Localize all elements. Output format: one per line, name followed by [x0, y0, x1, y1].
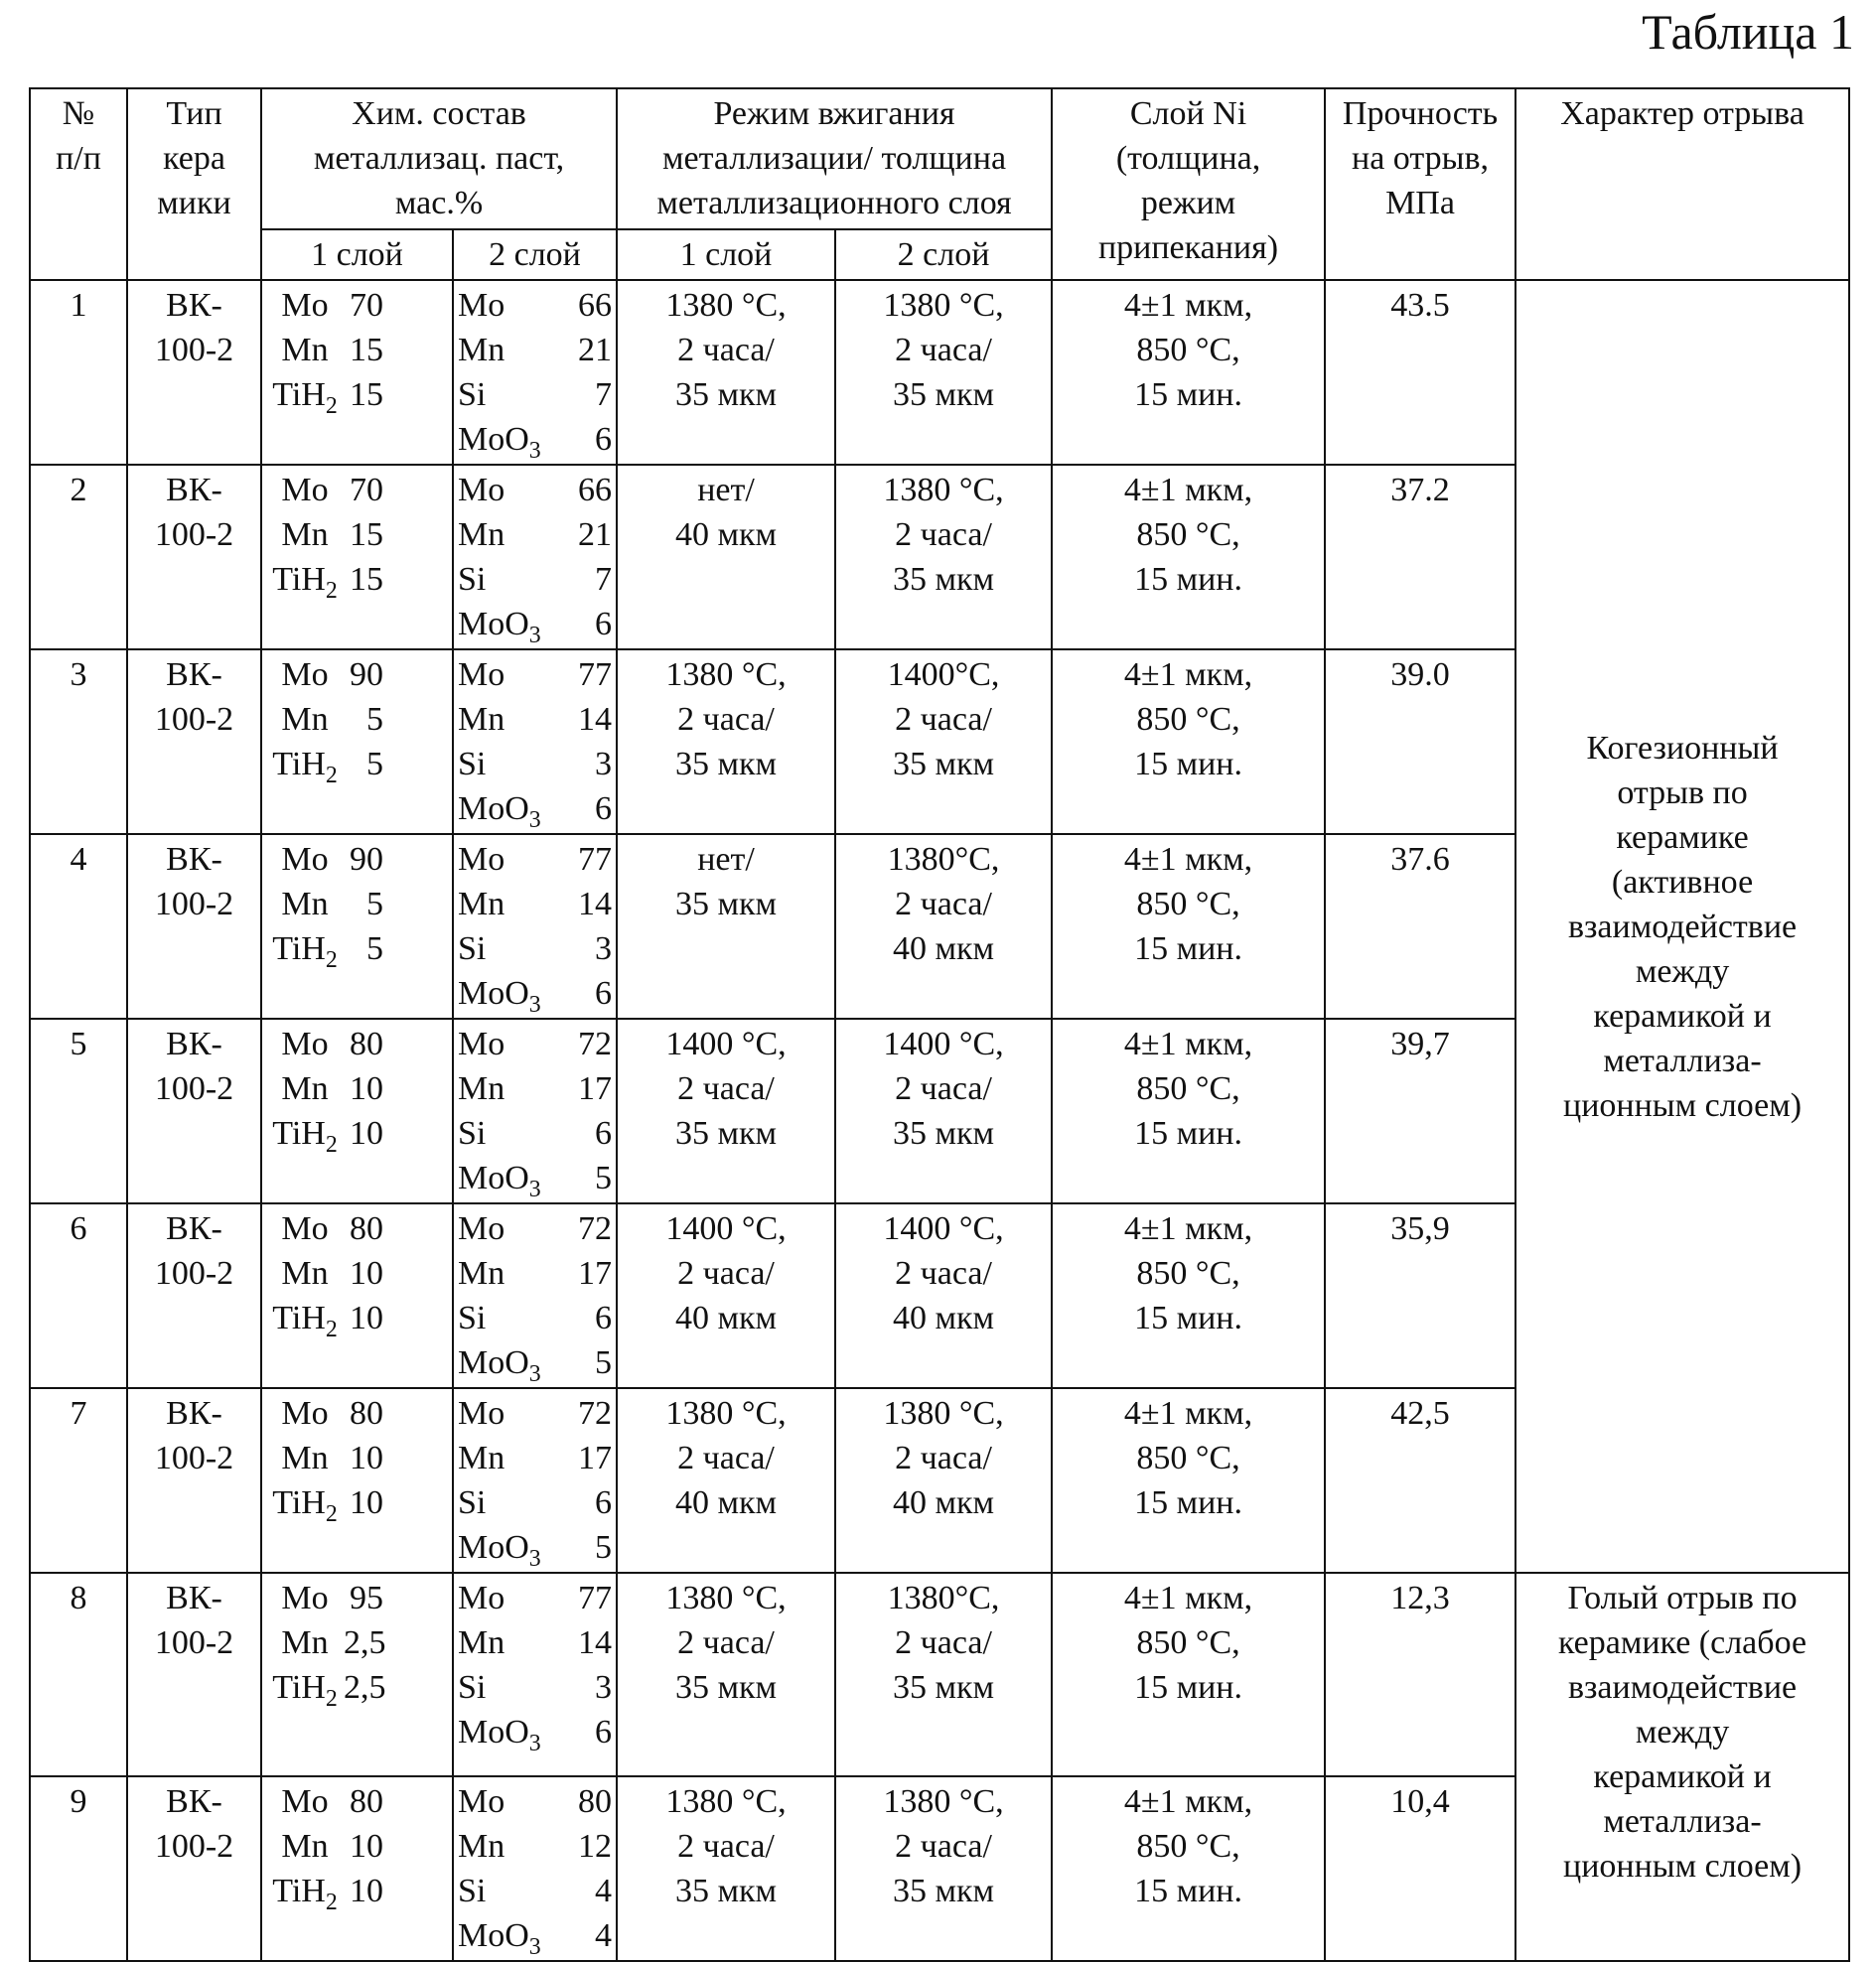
element-symbol: TiH$_2$: [272, 746, 338, 788]
firing-layer1: 1380 °C, 2 часа/ 40 мкм: [617, 1388, 835, 1573]
component-line: [266, 742, 448, 786]
element-symbol: Si: [458, 1873, 487, 1909]
firing-layer2: 1400 °C, 2 часа/ 35 мкм: [835, 1019, 1052, 1203]
component-line: [266, 1779, 448, 1824]
firing-layer2: 1380 °C, 2 часа/ 35 мкм: [835, 280, 1052, 465]
results-table: [29, 87, 1850, 1962]
element-symbol: Mo: [458, 1026, 505, 1062]
element-symbol: TiH$_2$: [272, 1115, 338, 1158]
mass-percent: 10: [350, 1115, 383, 1152]
failure-type-cohesive: Когезионный отрыв по керамике (активное взаимодействие между керамикой и металлиза- ционным слоем): [1515, 280, 1849, 1573]
strength-value: 43.5: [1325, 280, 1515, 465]
element-symbol: Mo: [458, 1580, 505, 1616]
element-symbol: Mo: [458, 656, 505, 693]
element-symbol: Si: [458, 930, 487, 967]
component-line: [458, 1620, 612, 1665]
component-line: [266, 652, 448, 697]
mass-percent: 5: [595, 1344, 613, 1381]
element-symbol: TiH$_2$: [272, 1300, 338, 1342]
component-line: [266, 1869, 448, 1913]
failure-type-bare: Голый отрыв по керамике (слабое взаимодействие между керамикой и металлиза- ционным слоем): [1515, 1573, 1849, 1961]
mass-percent: 90: [350, 841, 383, 878]
mass-percent: 17: [578, 1070, 613, 1107]
element-symbol: Mo: [458, 472, 505, 508]
element-symbol: MoO$_3$: [458, 1160, 541, 1202]
component-line: [458, 971, 612, 1016]
mass-percent: 80: [350, 1783, 383, 1820]
table-row: [30, 1573, 1849, 1776]
component-line: [266, 1824, 448, 1869]
mass-percent: 15: [350, 561, 383, 598]
composition-layer2: [453, 834, 617, 1019]
mass-percent: 80: [350, 1395, 383, 1432]
mass-percent: 6: [595, 1714, 613, 1751]
firing-layer2: 1380 °C, 2 часа/ 35 мкм: [835, 1776, 1052, 1961]
mass-percent: 3: [595, 1669, 613, 1706]
mass-percent: 17: [578, 1255, 613, 1292]
element-symbol: Mo: [281, 1580, 329, 1616]
table-caption: Таблица 1: [1642, 4, 1854, 60]
element-symbol: Mn: [458, 1070, 505, 1107]
ni-layer: 4±1 мкм, 850 °C, 15 мин.: [1052, 465, 1325, 649]
component-line: [266, 837, 448, 882]
component-line: [266, 882, 448, 926]
composition-layer1: [261, 280, 453, 465]
component-line: [458, 328, 612, 372]
component-line: [458, 557, 612, 602]
component-line: [458, 283, 612, 328]
ceramic-type: ВК- 100-2: [127, 834, 261, 1019]
element-symbol: Mo: [281, 1210, 329, 1247]
strength-value: 42,5: [1325, 1388, 1515, 1573]
ceramic-type: ВК- 100-2: [127, 1388, 261, 1573]
element-symbol: Si: [458, 1484, 487, 1521]
composition-layer1: [261, 1203, 453, 1388]
mass-percent: 10: [350, 1300, 383, 1336]
element-symbol: Mn: [281, 516, 329, 553]
mass-percent: 15: [350, 376, 383, 413]
element-symbol: Mo: [281, 1783, 329, 1820]
firing-layer1: нет/ 40 мкм: [617, 465, 835, 649]
composition-layer2: [453, 1776, 617, 1961]
mass-percent: 6: [595, 975, 613, 1012]
element-symbol: MoO$_3$: [458, 1344, 541, 1387]
component-line: [458, 417, 612, 462]
row-number: 8: [30, 1573, 127, 1776]
mass-percent: 5: [366, 886, 383, 922]
element-symbol: TiH$_2$: [272, 1873, 338, 1915]
component-line: [458, 1525, 612, 1570]
mass-percent: 14: [578, 1624, 613, 1661]
ni-layer: 4±1 мкм, 850 °C, 15 мин.: [1052, 834, 1325, 1019]
element-symbol: Mn: [281, 332, 329, 368]
ni-layer: 4±1 мкм, 850 °C, 15 мин.: [1052, 649, 1325, 834]
component-line: [458, 742, 612, 786]
row-number: 1: [30, 280, 127, 465]
element-symbol: Si: [458, 1300, 487, 1336]
element-symbol: Si: [458, 1669, 487, 1706]
component-line: [458, 1480, 612, 1525]
component-line: [266, 1436, 448, 1480]
element-symbol: MoO$_3$: [458, 790, 541, 833]
row-number: 9: [30, 1776, 127, 1961]
firing-layer1: 1400 °C, 2 часа/ 40 мкм: [617, 1203, 835, 1388]
header-failure: Характер отрыва: [1515, 88, 1849, 280]
component-line: [458, 1206, 612, 1251]
component-line: [458, 1824, 612, 1869]
element-symbol: Si: [458, 561, 487, 598]
component-line: [458, 1665, 612, 1710]
ni-layer: 4±1 мкм, 850 °C, 15 мин.: [1052, 1776, 1325, 1961]
mass-percent: 10: [350, 1828, 383, 1865]
mass-percent: 6: [595, 421, 613, 458]
composition-layer2: [453, 649, 617, 834]
ceramic-type: ВК- 100-2: [127, 1203, 261, 1388]
element-symbol: Mo: [281, 1026, 329, 1062]
component-line: [458, 1066, 612, 1111]
element-symbol: Mn: [458, 1440, 505, 1476]
element-symbol: MoO$_3$: [458, 975, 541, 1018]
component-line: [266, 328, 448, 372]
mass-percent: 2,5: [344, 1669, 386, 1706]
mass-percent: 10: [350, 1873, 383, 1909]
table-body: [30, 280, 1849, 1961]
element-symbol: TiH$_2$: [272, 930, 338, 973]
mass-percent: 72: [578, 1210, 613, 1247]
mass-percent: 77: [578, 1580, 613, 1616]
mass-percent: 80: [350, 1026, 383, 1062]
composition-layer2: [453, 1388, 617, 1573]
firing-layer2: 1380 °C, 2 часа/ 35 мкм: [835, 465, 1052, 649]
component-line: [266, 1251, 448, 1296]
composition-layer1: [261, 649, 453, 834]
ni-layer: 4±1 мкм, 850 °C, 15 мин.: [1052, 1203, 1325, 1388]
component-line: [458, 1779, 612, 1824]
element-symbol: Si: [458, 1115, 487, 1152]
element-symbol: TiH$_2$: [272, 1669, 338, 1712]
element-symbol: Mn: [281, 1440, 329, 1476]
component-line: [458, 786, 612, 831]
component-line: [266, 1206, 448, 1251]
element-symbol: Mn: [281, 701, 329, 738]
ceramic-type: ВК- 100-2: [127, 465, 261, 649]
component-line: [458, 602, 612, 646]
row-number: 3: [30, 649, 127, 834]
header-firing1: 1 слой: [617, 229, 835, 280]
element-symbol: Mo: [281, 656, 329, 693]
mass-percent: 90: [350, 656, 383, 693]
component-line: [458, 1869, 612, 1913]
header-strength: Прочность на отрыв, МПа: [1325, 88, 1515, 280]
ni-layer: 4±1 мкм, 850 °C, 15 мин.: [1052, 1573, 1325, 1776]
mass-percent: 14: [578, 886, 613, 922]
composition-layer1: [261, 834, 453, 1019]
element-symbol: Mo: [458, 287, 505, 324]
mass-percent: 66: [578, 287, 613, 324]
strength-value: 35,9: [1325, 1203, 1515, 1388]
mass-percent: 77: [578, 656, 613, 693]
mass-percent: 7: [595, 376, 613, 413]
firing-layer2: 1380 °C, 2 часа/ 40 мкм: [835, 1388, 1052, 1573]
component-line: [266, 283, 448, 328]
strength-value: 39.0: [1325, 649, 1515, 834]
component-line: [458, 1111, 612, 1156]
mass-percent: 6: [595, 1115, 613, 1152]
header-layer2: 2 слой: [453, 229, 617, 280]
component-line: [458, 1576, 612, 1620]
firing-layer2: 1400°C, 2 часа/ 35 мкм: [835, 649, 1052, 834]
mass-percent: 21: [578, 516, 613, 553]
ni-layer: 4±1 мкм, 850 °C, 15 мин.: [1052, 280, 1325, 465]
element-symbol: Mn: [458, 332, 505, 368]
component-line: [458, 1156, 612, 1200]
mass-percent: 70: [350, 287, 383, 324]
component-line: [458, 1022, 612, 1066]
component-line: [266, 1576, 448, 1620]
element-symbol: Mn: [281, 886, 329, 922]
element-symbol: TiH$_2$: [272, 1484, 338, 1527]
component-line: [266, 1066, 448, 1111]
element-symbol: Mn: [458, 1255, 505, 1292]
component-line: [266, 1665, 448, 1710]
composition-layer2: [453, 1019, 617, 1203]
composition-layer2: [453, 1203, 617, 1388]
composition-layer1: [261, 1019, 453, 1203]
element-symbol: Mo: [458, 1783, 505, 1820]
component-line: [266, 926, 448, 971]
mass-percent: 2,5: [344, 1624, 386, 1661]
mass-percent: 80: [350, 1210, 383, 1247]
firing-layer1: 1400 °C, 2 часа/ 35 мкм: [617, 1019, 835, 1203]
element-symbol: Si: [458, 376, 487, 413]
firing-layer2: 1380°C, 2 часа/ 35 мкм: [835, 1573, 1052, 1776]
mass-percent: 12: [578, 1828, 613, 1865]
mass-percent: 10: [350, 1070, 383, 1107]
element-symbol: Mn: [281, 1828, 329, 1865]
element-symbol: Mo: [458, 841, 505, 878]
component-line: [458, 1296, 612, 1340]
row-number: 6: [30, 1203, 127, 1388]
ceramic-type: ВК- 100-2: [127, 1573, 261, 1776]
mass-percent: 77: [578, 841, 613, 878]
mass-percent: 5: [595, 1160, 613, 1196]
header-num: № п/п: [30, 88, 127, 280]
element-symbol: Mo: [458, 1395, 505, 1432]
element-symbol: Mo: [281, 472, 329, 508]
composition-layer1: [261, 1388, 453, 1573]
component-line: [458, 512, 612, 557]
element-symbol: Mo: [281, 841, 329, 878]
row-number: 5: [30, 1019, 127, 1203]
component-line: [458, 1251, 612, 1296]
strength-value: 37.6: [1325, 834, 1515, 1019]
element-symbol: Mn: [281, 1070, 329, 1107]
table-row: [30, 280, 1849, 465]
mass-percent: 17: [578, 1440, 613, 1476]
component-line: [266, 557, 448, 602]
mass-percent: 5: [366, 746, 383, 782]
element-symbol: Mn: [281, 1255, 329, 1292]
header-row: [30, 88, 1849, 229]
mass-percent: 3: [595, 746, 613, 782]
composition-layer1: [261, 1573, 453, 1776]
component-line: [458, 1391, 612, 1436]
mass-percent: 10: [350, 1484, 383, 1521]
mass-percent: 21: [578, 332, 613, 368]
component-line: [458, 837, 612, 882]
component-line: [266, 1022, 448, 1066]
component-line: [458, 1436, 612, 1480]
mass-percent: 5: [595, 1529, 613, 1566]
element-symbol: MoO$_3$: [458, 1917, 541, 1960]
mass-percent: 10: [350, 1255, 383, 1292]
mass-percent: 6: [595, 1300, 613, 1336]
component-line: [266, 697, 448, 742]
firing-layer2: 1400 °C, 2 часа/ 40 мкм: [835, 1203, 1052, 1388]
header-firing2: 2 слой: [835, 229, 1052, 280]
mass-percent: 6: [595, 790, 613, 827]
component-line: [458, 1340, 612, 1385]
row-number: 2: [30, 465, 127, 649]
element-symbol: TiH$_2$: [272, 376, 338, 419]
component-line: [458, 468, 612, 512]
mass-percent: 6: [595, 606, 613, 642]
composition-layer2: [453, 1573, 617, 1776]
element-symbol: Mn: [458, 516, 505, 553]
strength-value: 10,4: [1325, 1776, 1515, 1961]
component-line: [458, 372, 612, 417]
element-symbol: Mo: [458, 1210, 505, 1247]
component-line: [266, 1111, 448, 1156]
composition-layer2: [453, 465, 617, 649]
mass-percent: 95: [350, 1580, 383, 1616]
element-symbol: Mn: [458, 886, 505, 922]
component-line: [266, 468, 448, 512]
component-line: [458, 697, 612, 742]
element-symbol: MoO$_3$: [458, 421, 541, 464]
row-number: 4: [30, 834, 127, 1019]
mass-percent: 7: [595, 561, 613, 598]
mass-percent: 4: [595, 1917, 613, 1954]
header-ceramic: Тип кера мики: [127, 88, 261, 280]
mass-percent: 5: [366, 930, 383, 967]
component-line: [266, 512, 448, 557]
component-line: [458, 1710, 612, 1754]
mass-percent: 15: [350, 332, 383, 368]
element-symbol: TiH$_2$: [272, 561, 338, 604]
header-composition: Хим. состав металлизац. паст, мас.%: [261, 88, 617, 229]
ceramic-type: ВК- 100-2: [127, 280, 261, 465]
element-symbol: MoO$_3$: [458, 1714, 541, 1756]
composition-layer1: [261, 1776, 453, 1961]
mass-percent: 72: [578, 1395, 613, 1432]
component-line: [266, 1296, 448, 1340]
component-line: [266, 1480, 448, 1525]
component-line: [458, 1913, 612, 1958]
firing-layer1: 1380 °C, 2 часа/ 35 мкм: [617, 649, 835, 834]
row-number: 7: [30, 1388, 127, 1573]
element-symbol: Mn: [281, 1624, 329, 1661]
element-symbol: Mo: [281, 287, 329, 324]
component-line: [458, 926, 612, 971]
header-layer1: 1 слой: [261, 229, 453, 280]
element-symbol: MoO$_3$: [458, 606, 541, 648]
mass-percent: 66: [578, 472, 613, 508]
element-symbol: Mn: [458, 701, 505, 738]
mass-percent: 3: [595, 930, 613, 967]
element-symbol: Mn: [458, 1828, 505, 1865]
ceramic-type: ВК- 100-2: [127, 649, 261, 834]
mass-percent: 5: [366, 701, 383, 738]
component-line: [266, 372, 448, 417]
strength-value: 37.2: [1325, 465, 1515, 649]
mass-percent: 15: [350, 516, 383, 553]
ni-layer: 4±1 мкм, 850 °C, 15 мин.: [1052, 1388, 1325, 1573]
firing-layer1: нет/ 35 мкм: [617, 834, 835, 1019]
strength-value: 39,7: [1325, 1019, 1515, 1203]
firing-layer1: 1380 °C, 2 часа/ 35 мкм: [617, 1573, 835, 1776]
firing-layer1: 1380 °C, 2 часа/ 35 мкм: [617, 280, 835, 465]
header-ni-layer: Слой Ni (толщина, режим припекания): [1052, 88, 1325, 280]
element-symbol: Si: [458, 746, 487, 782]
ni-layer: 4±1 мкм, 850 °C, 15 мин.: [1052, 1019, 1325, 1203]
mass-percent: 6: [595, 1484, 613, 1521]
header-firing: Режим вжигания металлизации/ толщина металлизационного слоя: [617, 88, 1052, 229]
firing-layer2: 1380°C, 2 часа/ 40 мкм: [835, 834, 1052, 1019]
composition-layer1: [261, 465, 453, 649]
element-symbol: MoO$_3$: [458, 1529, 541, 1572]
mass-percent: 10: [350, 1440, 383, 1476]
strength-value: 12,3: [1325, 1573, 1515, 1776]
component-line: [266, 1391, 448, 1436]
mass-percent: 4: [595, 1873, 613, 1909]
component-line: [266, 1620, 448, 1665]
ceramic-type: ВК- 100-2: [127, 1019, 261, 1203]
mass-percent: 70: [350, 472, 383, 508]
element-symbol: Mn: [458, 1624, 505, 1661]
component-line: [458, 652, 612, 697]
firing-layer1: 1380 °C, 2 часа/ 35 мкм: [617, 1776, 835, 1961]
mass-percent: 72: [578, 1026, 613, 1062]
mass-percent: 80: [578, 1783, 613, 1820]
ceramic-type: ВК- 100-2: [127, 1776, 261, 1961]
composition-layer2: [453, 280, 617, 465]
component-line: [458, 882, 612, 926]
element-symbol: Mo: [281, 1395, 329, 1432]
mass-percent: 14: [578, 701, 613, 738]
